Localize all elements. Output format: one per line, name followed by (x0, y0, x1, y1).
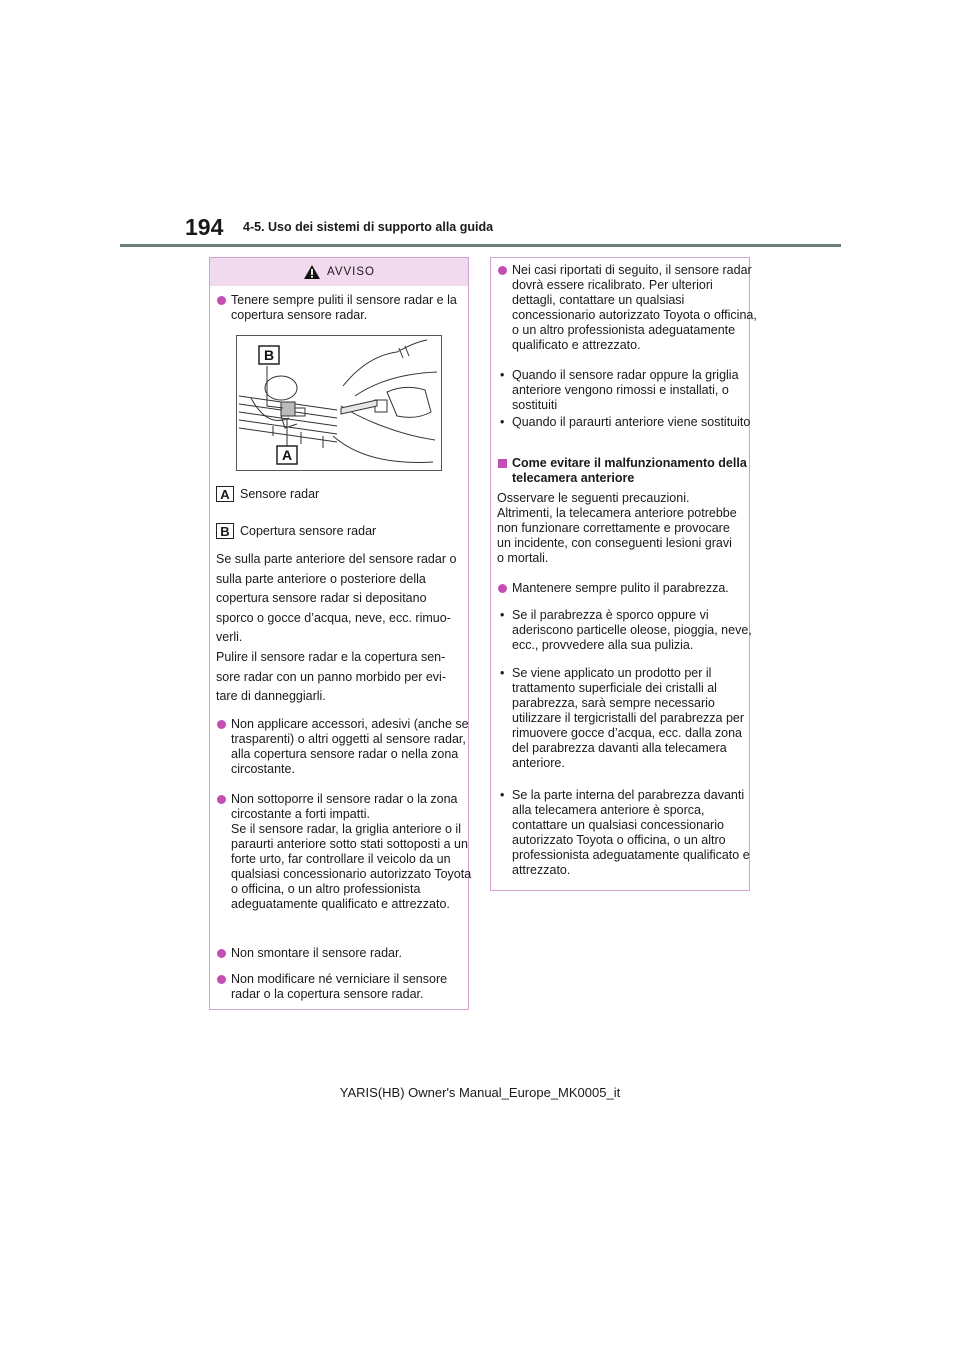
sub-bullet-glyph: • (500, 666, 505, 680)
warning-bullet-disassemble (213, 946, 476, 961)
footer-manual-id: YARIS(HB) Owner's Manual_Europe_MK0005_it (339, 1085, 621, 1100)
sub-bullet-text: Se il parabrezza è sporco oppure vi aderiscono particelle oleose, pioggia, neve, ecc., provvedere alla sua pulizia. (512, 608, 752, 652)
bullet-text: Mantenere sempre pulito il parabrezza. (512, 581, 729, 595)
sub-bullet-text: Se la parte interna del parabrezza davanti alla telecamera anteriore è sporca, contattare un qualsiasi concessionario autorizzato Toyota o officina, o un altro professionista adeguatamente qualificato e attrezzato. (512, 788, 750, 877)
section-title: 4-5. Uso dei sistemi di supporto alla guida (243, 220, 494, 234)
bullet-text: Non sottoporre il sensore radar o la zona circostante a forti impatti. (231, 792, 458, 821)
warning-triangle-icon (303, 264, 321, 280)
warning-bullet-modify (213, 972, 476, 1002)
heading-square (498, 459, 507, 468)
callout-a-text: Sensore radar (240, 487, 320, 501)
bullet-windshield (494, 581, 757, 596)
bullet-dot (498, 584, 507, 593)
sub-bullet-bumper (494, 415, 755, 430)
callout-a (216, 486, 319, 502)
bullet-dot (217, 296, 226, 305)
bullet-text: Non modificare né verniciare il sensore radar o la copertura sensore radar. (231, 972, 448, 1001)
header-rule (120, 244, 841, 247)
calibration-box (490, 257, 757, 891)
sub-bullet-interior (494, 788, 755, 878)
sub-bullet-text: Quando il sensore radar oppure la griglia anteriore vengono rimossi e installati, o sostituiti (512, 368, 739, 412)
callout-b (216, 523, 376, 539)
bullet-dot (217, 795, 226, 804)
bullet-dot (217, 975, 226, 984)
bullet-dot (217, 720, 226, 729)
sub-bullet-text: Quando il paraurti anteriore viene sostituito (512, 415, 751, 429)
sub-bullet-glyph: • (500, 608, 505, 622)
bullet-text: Non applicare accessori, adesivi (anche se trasparenti) o altri oggetti al sensore radar, alla copertura sensore radar o nella zona circostante. (231, 717, 469, 776)
sub-bullet-text: Se viene applicato un prodotto per il trattamento superficiale dei cristalli al parabrezza, sarà sempre necessario utilizzare il tergicristalli del parabrezza per rimuovere gocce d’acqua, ecc. dalla zona del parabrezza davanti alla telecamera anteriore. (512, 666, 745, 770)
sub-bullet-glyph: • (500, 368, 505, 382)
bullet-text-continued: Se il sensore radar, la griglia anteriore o il paraurti anteriore sotto stati sottoposti a un forte urto, far controllare il veicolo da un qualsiasi concessionario autorizzato Toyota o officina, o un altro professionista adeguatamente qualificato e attrezzato. (231, 822, 472, 911)
callout-b-letter: B (216, 523, 234, 539)
sub-bullet-glyph: • (500, 788, 505, 802)
bullet-recalibrate (494, 263, 757, 353)
heading-text: Come evitare il malfunzionamento della telecamera anteriore (512, 456, 747, 485)
sub-bullet-treatment (494, 666, 755, 771)
page-number: 194 (185, 214, 224, 240)
bullet-dot (217, 949, 226, 958)
bullet-text: Nei casi riportati di seguito, il sensore radar dovrà essere ricalibrato. Per ulteriori dettagli, contattare un qualsiasi concessionario autorizzato Toyota o officina, o un altro professionista adeguatamente qualificato e attrezzato. (512, 263, 757, 352)
paragraph-dirt: Se sulla parte anteriore del sensore radar o sulla parte anteriore o posteriore della copertura sensore radar si depositano sporco o gocce d’acqua, neve, ecc. rimuoverli. (216, 552, 457, 644)
bullet-dot (498, 266, 507, 275)
callout-b-text: Copertura sensore radar (240, 524, 377, 538)
callout-a-letter: A (216, 486, 234, 502)
radar-sensor-figure (236, 335, 442, 471)
camera-intro: Osservare le seguenti precauzioni. Altrimenti, la telecamera anteriore potrebbe non funzionare correttamente e provocare un incidente, con conseguenti lesioni gravi o mortali. (497, 491, 737, 565)
section-heading-camera (494, 456, 755, 486)
warning-bullet-impacts (213, 792, 476, 912)
figure-label-b: B (263, 347, 275, 363)
sub-bullet-grille (494, 368, 755, 413)
sub-bullet-glyph: • (500, 415, 505, 429)
sub-bullet-dirty (494, 608, 755, 653)
warning-header (210, 258, 468, 286)
bullet-text: Non smontare il sensore radar. (231, 946, 402, 960)
warning-bullet-accessories (213, 717, 476, 777)
warning-bullet-clean (213, 293, 471, 323)
bullet-text: Tenere sempre puliti il sensore radar e la copertura sensore radar. (231, 293, 457, 322)
figure-label-a: A (281, 447, 293, 463)
paragraph-clean: Pulire il sensore radar e la copertura sensore radar con un panno morbido per evitare di danneggiarli. (216, 650, 447, 703)
radar-sensor-illustration (237, 336, 441, 470)
warning-title: AVVISO (327, 266, 375, 278)
